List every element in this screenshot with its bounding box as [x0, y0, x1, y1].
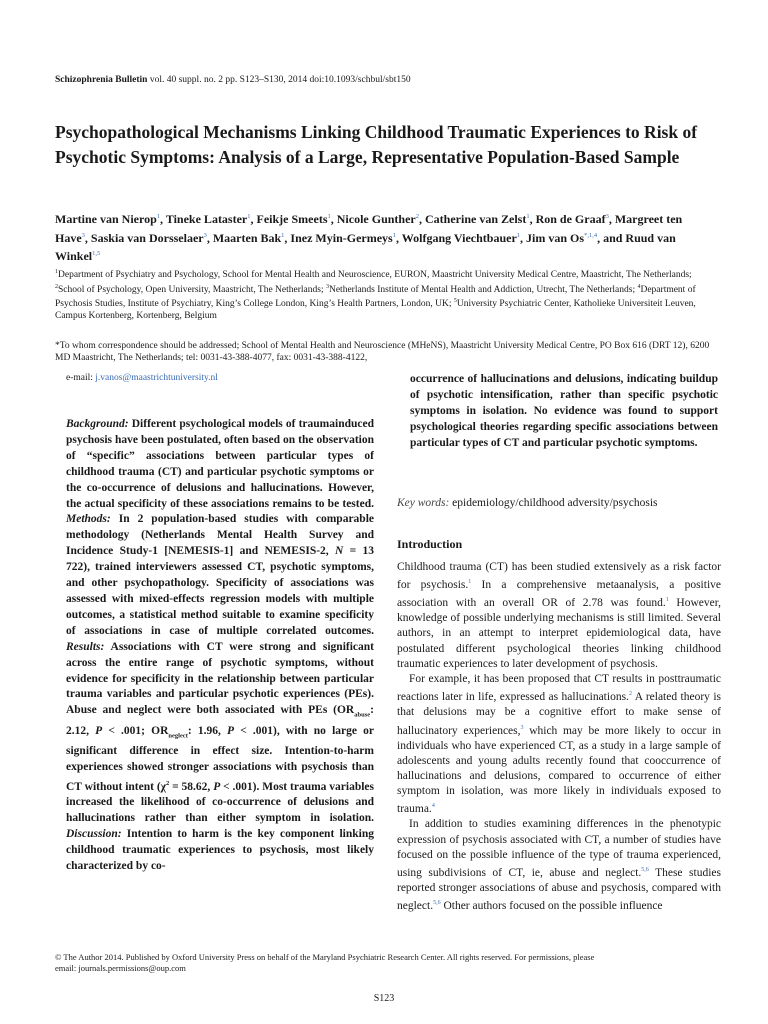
intro-p3-text-c: Other authors focused on the possible influence — [440, 900, 663, 913]
abstract-results-label: Results: — [66, 640, 105, 653]
intro-p3-text-b: These studies reported stronger associations of abuse and psychosis, compared with neglect. — [397, 866, 721, 913]
abstract-results-sub-abuse: abuse — [354, 711, 371, 719]
abstract-discussion-label: Discussion: — [66, 828, 122, 841]
author-affiliation-ref: 1,5 — [92, 250, 101, 257]
author-separator: , — [84, 230, 91, 245]
author-name: Margreet ten Have — [55, 212, 683, 245]
intro-p1-text-a: Childhood trauma (CT) has been studied extensively as a risk factor for psychosis. — [397, 561, 721, 592]
author-separator: , — [520, 230, 527, 245]
affiliation-text: School of Psychology, Open University, Maastricht, The Netherlands; — [58, 284, 326, 295]
email-link[interactable]: j.vanos@maastrichtuniversity.nl — [95, 373, 218, 383]
author-affiliation-ref: 1 — [392, 231, 396, 239]
author-separator: , — [419, 212, 425, 226]
citation-ref[interactable]: 5,6 — [641, 867, 649, 873]
correspondence-email — [66, 373, 218, 383]
abstract-methods-text-2: = 13 722), trained interviewers assessed CT, psychotic symptoms, and other psychopathology. Specificity of associations was assessed with mixed-effects regression models with multiple outcomes, a statistical method suitable to examine specificity of associations in case of multiple correlated outcomes. — [66, 545, 375, 637]
author-separator: , — [250, 212, 257, 226]
author-name: Wolfgang Viechtbauer — [401, 230, 517, 245]
keywords-text: epidemiology/childhood adversity/psychosis — [452, 497, 658, 509]
abstract-methods-label: Methods: — [66, 513, 111, 526]
citation-ref[interactable]: 2 — [628, 691, 632, 698]
author-name: Feikje Smeets — [256, 212, 328, 226]
intro-p2-text-a: For example, it has been proposed that CT results in posttraumatic reactions later in life, expressed as hallucinations. — [397, 673, 721, 704]
abstract-left-column — [66, 417, 374, 875]
author-separator: , — [206, 230, 213, 245]
author-separator: , — [330, 212, 337, 226]
affiliation-text: University Psychiatric Center, Katholieke Universiteit Leuven, Campus Kortenberg, Kortenberg, Belgium — [55, 299, 696, 321]
page-number: S123 — [373, 993, 395, 1004]
intro-p2-text-b: A related theory is that delusions may be a cognitive effort to make sense of hallucinatory experiences, — [397, 691, 721, 737]
abstract-results-p1: P — [95, 724, 103, 737]
keywords — [397, 497, 727, 509]
citation-ref[interactable]: 1 — [665, 597, 669, 604]
intro-p2-text-c: which may be more likely to occur in individuals who have experienced CT, as a study in a large sample of adolescents and young adults recently found that cooccurrence of hallucinations and delusions, compared to occurrence of either symptom in isolation, was more likely in individuals exposed to trauma. — [397, 724, 721, 816]
article-title: Psychopathological Mechanisms Linking Childhood Traumatic Experiences to Risk of Psychotic Symptoms: Analysis of a Large, Representative Population-Based Sample — [55, 122, 698, 167]
author-separator: , and — [597, 230, 626, 245]
affiliation-number: 5 — [453, 298, 457, 305]
affiliation-number: 3 — [325, 283, 329, 290]
journal-details: vol. 40 suppl. no. 2 pp. S123–S130, 2014 doi:10.1093/schbul/sbt150 — [147, 75, 411, 85]
abstract-results-sub-neglect: neglect — [168, 731, 188, 739]
intro-paragraph-2 — [397, 672, 721, 817]
author-name: Nicole Gunther — [336, 212, 416, 226]
keywords-label: Key words: — [397, 497, 453, 509]
email-label: e-mail: — [66, 373, 96, 383]
journal-citation — [55, 75, 411, 85]
affiliation-number: 1 — [55, 269, 58, 275]
author-separator: , — [284, 230, 291, 245]
author-name: Jim van Os — [526, 230, 585, 245]
abstract-results-p3: P — [213, 780, 221, 793]
citation-ref[interactable]: 1 — [468, 579, 472, 586]
author-affiliation-ref: 1 — [281, 231, 285, 239]
author-name: Martine van Nierop — [55, 212, 157, 226]
copyright-notice: © The Author 2014. Published by Oxford University Press on behalf of the Maryland Psychiatric Research Center. All rights reserved. For permissions, please email: journals.permissions@oup.com — [55, 952, 595, 973]
introduction-heading: Introduction — [397, 537, 463, 551]
abstract-results-text-5: < .001), with no large or significant difference in effect size. Intention-to-harm experiences showed stronger associations with psychosis than CT without intent (χ — [66, 724, 374, 793]
author-affiliation-ref: 2 — [415, 213, 419, 220]
author-name: Saskia van Dorsselaer — [90, 230, 204, 245]
author-separator: , — [160, 212, 166, 226]
author-affiliation-ref: 1 — [526, 213, 530, 220]
author-separator: , — [395, 230, 402, 245]
author-affiliation-ref: 1 — [247, 213, 251, 220]
abstract-results-text-3: < .001; OR — [102, 724, 169, 737]
author-name: Catherine van Zelst — [425, 212, 527, 226]
intro-p1-text-b: In a comprehensive metaanalysis, a positive association with an overall OR of 2.78 was found. — [397, 579, 721, 610]
author-separator: , — [608, 212, 615, 226]
intro-p1-text-c: However, knowledge of possible underlying mechanisms is still limited. Several authors, in an attempt to interpret epidemiological data, have postulated different psychological theories linking childhood traumatic experiences to later development of psychosis. — [397, 597, 721, 670]
intro-paragraph-1 — [397, 560, 721, 672]
author-affiliation-ref: *,1,4 — [584, 231, 598, 239]
affiliation-number: 4 — [637, 283, 641, 290]
author-name: Tineke Lataster — [165, 212, 248, 226]
author-name: Inez Myin-Germeys — [290, 230, 393, 245]
abstract-results-sup-chi: 2 — [166, 779, 170, 787]
abstract-results-text-2: : 2.12, — [66, 704, 374, 737]
author-separator: , — [529, 212, 536, 226]
abstract-results-text-4: : 1.96, — [187, 724, 228, 737]
abstract-results-text-6: = 58.62, — [169, 780, 214, 793]
author-name: Ruud van Winkel — [55, 230, 676, 263]
author-affiliation-ref: 1 — [156, 213, 161, 220]
author-affiliation-ref: 3 — [203, 231, 207, 239]
affiliation-text: Netherlands Institute of Mental Health and Addiction, Utrecht, The Netherlands; — [328, 284, 638, 295]
author-name: Ron de Graaf — [535, 212, 606, 226]
intro-paragraph-3 — [397, 817, 721, 914]
citation-ref[interactable]: 3 — [520, 724, 524, 731]
author-affiliation-ref: 3 — [81, 231, 85, 239]
abstract-results-p2: P — [227, 724, 235, 737]
abstract-right-column: occurrence of hallucinations and delusions, indicating buildup of psychotic intensification, rather than specific psychotic symptoms in isolation. No evidence was found to support psychological theories regarding specific associations between particular types of CT and particular psychotic symptoms. — [410, 373, 718, 449]
citation-ref[interactable]: 4 — [431, 803, 435, 810]
abstract-methods-n: N — [335, 545, 344, 558]
affiliation-text: Department of Psychiatry and Psychology, School for Mental Health and Neuroscience, EURON, Maastricht University Medical Centre, Maastricht, The Netherlands; — [58, 270, 692, 281]
abstract-background-label: Background: — [66, 418, 129, 430]
abstract-discussion-text: Intention to harm is the key component linking childhood traumatic experiences to psychosis, most likely characterized by co- — [66, 828, 374, 872]
introduction-body — [397, 560, 721, 914]
journal-name: Schizophrenia Bulletin — [55, 75, 148, 85]
affiliations — [55, 267, 715, 322]
affiliation-number: 2 — [55, 283, 58, 290]
abstract-results-text: Associations with CT were strong and significant across the entire range of psychotic symptoms, without evidence for specificity in the relationship between particular trauma variables and particular psychotic experiences (PEs). Abuse and neglect were both associated with PEs (OR — [66, 640, 374, 717]
intro-p3-text-a: In addition to studies examining differences in the phenotypic expression of psychosis associated with CT, a number of studies have focused on the possible influence of the type of trauma experienced, using subdivisions of CT, ie, abuse and neglect. — [397, 818, 721, 879]
abstract-background-text: Different psychological models of traumainduced psychosis have been postulated, often based on the observation of “specific” associations between particular types of childhood trauma (CT) and particular psychotic symptoms or the co-occurrence of delusions and hallucinations. However, the actual specificity of these associations remains to be tested. — [66, 418, 374, 510]
affiliation-text: Department of Psychosis Studies, Institute of Psychiatry, King’s College London, King’s Health Partners, London, UK; — [55, 284, 696, 310]
author-affiliation-ref: 1 — [516, 231, 521, 239]
author-affiliation-ref: 1 — [327, 213, 331, 220]
correspondence-note: *To whom correspondence should be addressed; School of Mental Health and Neuroscience (MHeNS), Maastricht University Medical Centre, PO Box 616 (DRT 12), 6200 MD Maastricht, The Netherlands; tel: 0031-43-388-4077, fax: 0031-43-388-4122, — [55, 341, 710, 363]
author-list — [55, 209, 715, 265]
abstract-methods-text: In 2 population-based studies with comparable methodology (Netherlands Mental Health Survey and Incidence Study-1 [NEMESIS-1] and NEMESIS-2, — [66, 513, 374, 558]
abstract-results-text-7: < .001). Most trauma variables increased the likelihood of co-occurrence of delusions and hallucinations rather than either symptom in isolation. — [66, 780, 375, 825]
author-affiliation-ref: 3 — [605, 213, 609, 220]
citation-ref[interactable]: 5,6 — [433, 900, 441, 907]
author-name: Maarten Bak — [212, 230, 282, 245]
